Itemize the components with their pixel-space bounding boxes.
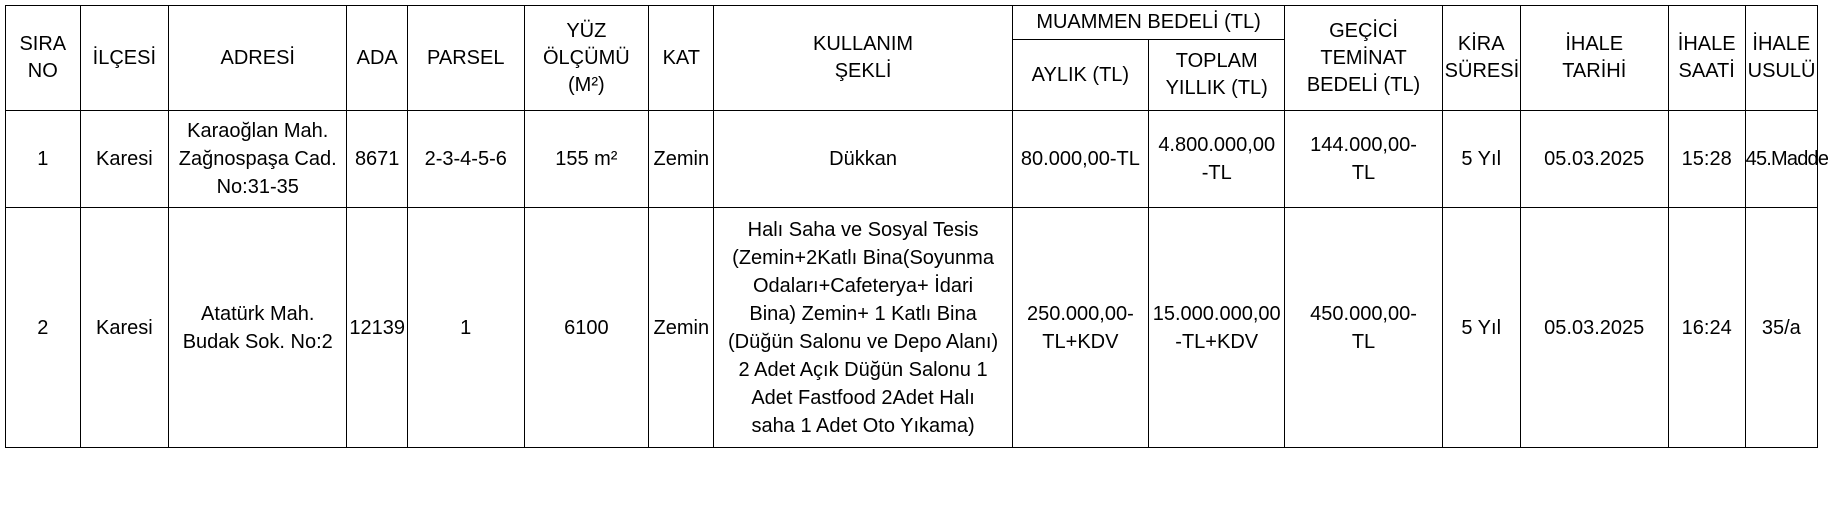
header-gecici-teminat: GEÇİCİ TEMİNAT BEDELİ (TL) xyxy=(1285,6,1442,111)
cell-parsel: 1 xyxy=(407,208,524,448)
cell-gecici-teminat: 144.000,00- TL xyxy=(1285,111,1442,208)
header-kira-suresi: KİRA SÜRESİ xyxy=(1442,6,1520,111)
header-ihale-usulu: İHALE USULÜ xyxy=(1745,6,1817,111)
table-row xyxy=(6,111,1818,208)
header-ihale-tarihi: İHALE TARİHİ xyxy=(1520,6,1668,111)
cell-yuz-olcumu: 6100 xyxy=(524,208,649,448)
header-aylik: AYLIK (TL) xyxy=(1012,40,1148,111)
header-ilcesi: İLÇESİ xyxy=(80,6,169,111)
cell-ihale-saati: 15:28 xyxy=(1668,111,1745,208)
header-yuz-olcumu: YÜZ ÖLÇÜMÜ (M²) xyxy=(524,6,649,111)
cell-ihale-usulu: 35/a xyxy=(1745,208,1817,448)
cell-ilcesi: Karesi xyxy=(80,111,169,208)
cell-sira-no: 1 xyxy=(6,111,81,208)
cell-kullanim-sekli: Dükkan xyxy=(714,111,1012,208)
cell-toplam-yillik: 15.000.000,00 -TL+KDV xyxy=(1149,208,1285,448)
header-muammen-bedeli: MUAMMEN BEDELİ (TL) xyxy=(1012,6,1285,40)
cell-gecici-teminat: 450.000,00- TL xyxy=(1285,208,1442,448)
cell-ilcesi: Karesi xyxy=(80,208,169,448)
header-toplam-yillik: TOPLAM YILLIK (TL) xyxy=(1149,40,1285,111)
cell-sira-no: 2 xyxy=(6,208,81,448)
cell-ada: 8671 xyxy=(347,111,408,208)
cell-kira-suresi: 5 Yıl xyxy=(1442,208,1520,448)
cell-aylik: 80.000,00-TL xyxy=(1012,111,1148,208)
cell-yuz-olcumu: 155 m² xyxy=(524,111,649,208)
table-row xyxy=(6,208,1818,448)
cell-ihale-tarihi: 05.03.2025 xyxy=(1520,208,1668,448)
header-parsel: PARSEL xyxy=(407,6,524,111)
cell-aylik: 250.000,00- TL+KDV xyxy=(1012,208,1148,448)
cell-ihale-tarihi: 05.03.2025 xyxy=(1520,111,1668,208)
header-kat: KAT xyxy=(649,6,714,111)
cell-adresi: Atatürk Mah. Budak Sok. No:2 xyxy=(169,208,347,448)
cell-kira-suresi: 5 Yıl xyxy=(1442,111,1520,208)
cell-ihale-usulu: 45.Madde xyxy=(1745,111,1817,208)
header-ada: ADA xyxy=(347,6,408,111)
cell-adresi: Karaoğlan Mah. Zağnospaşa Cad. No:31-35 xyxy=(169,111,347,208)
cell-kat: Zemin xyxy=(649,208,714,448)
tender-table-container xyxy=(5,5,1828,448)
header-ihale-saati: İHALE SAATİ xyxy=(1668,6,1745,111)
cell-kullanim-sekli: Halı Saha ve Sosyal Tesis (Zemin+2Katlı Bina(Soyunma Odaları+Cafeterya+ İdari Bina) Zemin+ 1 Katlı Bina (Düğün Salonu ve Depo Alanı) 2 Adet Açık Düğün Salonu 1 Adet Fastfood 2Adet Halı saha 1 Adet Oto Yıkama) xyxy=(714,208,1012,448)
cell-kat: Zemin xyxy=(649,111,714,208)
tender-table xyxy=(5,5,1828,448)
header-adresi: ADRESİ xyxy=(169,6,347,111)
cell-ihale-saati: 16:24 xyxy=(1668,208,1745,448)
cell-parsel: 2-3-4-5-6 xyxy=(407,111,524,208)
cell-toplam-yillik: 4.800.000,00 -TL xyxy=(1149,111,1285,208)
cell-ada: 12139 xyxy=(347,208,408,448)
header-sira-no: SIRA NO xyxy=(6,6,81,111)
header-kullanim-sekli: KULLANIM ŞEKLİ xyxy=(714,6,1012,111)
